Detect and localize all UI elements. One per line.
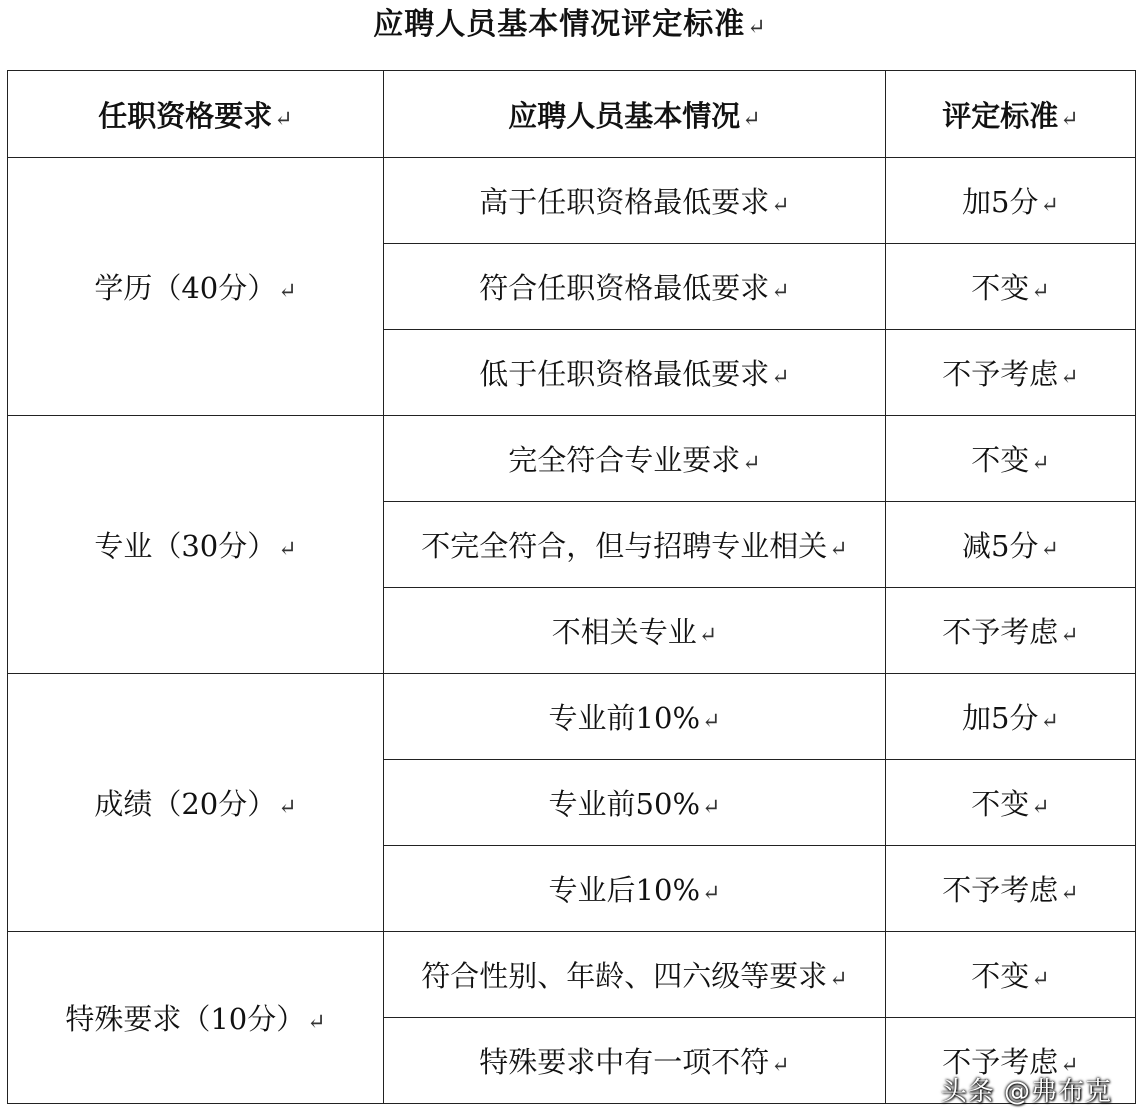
paragraph-mark-icon: ↵ [702, 709, 721, 734]
paragraph-mark-icon: ↵ [1031, 967, 1050, 992]
situation-cell: 专业前50%↵ [384, 760, 886, 846]
standard-cell: 减5分↵ [886, 502, 1136, 588]
paragraph-mark-icon: ↵ [1040, 709, 1059, 734]
paragraph-mark-icon: ↵ [1031, 279, 1050, 304]
table-row [8, 674, 1136, 760]
paragraph-mark-icon: ↵ [771, 279, 790, 304]
paragraph-mark-icon: ↵ [771, 365, 790, 390]
standard-cell: 加5分↵ [886, 674, 1136, 760]
situation-cell: 专业后10%↵ [384, 846, 886, 932]
standard-cell: 不变↵ [886, 416, 1136, 502]
paragraph-mark-icon: ↵ [1060, 365, 1079, 390]
document-title [0, 0, 1140, 50]
paragraph-mark-icon: ↵ [274, 106, 293, 132]
paragraph-mark-icon: ↵ [771, 1053, 790, 1078]
standard-cell: 不予考虑↵ [886, 330, 1136, 416]
paragraph-mark-icon: ↵ [747, 15, 767, 40]
paragraph-mark-icon: ↵ [1060, 623, 1079, 648]
paragraph-mark-icon: ↵ [702, 881, 721, 906]
standard-cell: 不变↵ [886, 932, 1136, 1018]
paragraph-mark-icon: ↵ [742, 451, 761, 476]
paragraph-mark-icon: ↵ [1031, 451, 1050, 476]
table-row [8, 932, 1136, 1018]
paragraph-mark-icon: ↵ [702, 795, 721, 820]
situation-cell: 特殊要求中有一项不符↵ [384, 1018, 886, 1104]
situation-cell: 高于任职资格最低要求↵ [384, 158, 886, 244]
title-text: 应聘人员基本情况评定标准 [373, 7, 746, 42]
requirement-cell: 专业（30分）↵ [8, 416, 384, 674]
requirement-cell: 特殊要求（10分）↵ [8, 932, 384, 1104]
situation-cell: 专业前10%↵ [384, 674, 886, 760]
paragraph-mark-icon: ↵ [742, 106, 761, 132]
header-standard: 评定标准↵ [886, 71, 1136, 158]
paragraph-mark-icon: ↵ [1060, 106, 1079, 132]
situation-cell: 不完全符合，但与招聘专业相关↵ [384, 502, 886, 588]
watermark: 头条 @弗布克 [940, 1077, 1112, 1107]
paragraph-mark-icon: ↵ [1031, 795, 1050, 820]
paragraph-mark-icon: ↵ [278, 279, 297, 304]
paragraph-mark-icon: ↵ [1040, 537, 1059, 562]
table-header-row [8, 71, 1136, 158]
paragraph-mark-icon: ↵ [278, 537, 297, 562]
paragraph-mark-icon: ↵ [1060, 1053, 1079, 1078]
standard-cell: 加5分↵ [886, 158, 1136, 244]
situation-cell: 低于任职资格最低要求↵ [384, 330, 886, 416]
paragraph-mark-icon: ↵ [829, 537, 848, 562]
evaluation-table [7, 70, 1136, 1104]
situation-cell: 完全符合专业要求↵ [384, 416, 886, 502]
header-situation: 应聘人员基本情况↵ [384, 71, 886, 158]
situation-cell: 符合性别、年龄、四六级等要求↵ [384, 932, 886, 1018]
table-row [8, 416, 1136, 502]
standard-cell: 不予考虑↵ [886, 846, 1136, 932]
requirement-cell: 学历（40分）↵ [8, 158, 384, 416]
standard-cell: 不予考虑↵ [886, 588, 1136, 674]
standard-cell: 不予考虑↵ [886, 1018, 1136, 1104]
paragraph-mark-icon: ↵ [1040, 193, 1059, 218]
table-row [8, 158, 1136, 244]
standard-cell: 不变↵ [886, 244, 1136, 330]
paragraph-mark-icon: ↵ [278, 795, 297, 820]
paragraph-mark-icon: ↵ [698, 623, 718, 648]
paragraph-mark-icon: ↵ [307, 1010, 326, 1035]
situation-cell: 不相关专业↵ [384, 588, 886, 674]
requirement-cell: 成绩（20分）↵ [8, 674, 384, 932]
header-requirement: 任职资格要求↵ [8, 71, 384, 158]
paragraph-mark-icon: ↵ [771, 193, 790, 218]
situation-cell: 符合任职资格最低要求↵ [384, 244, 886, 330]
standard-cell: 不变↵ [886, 760, 1136, 846]
paragraph-mark-icon: ↵ [1060, 881, 1079, 906]
paragraph-mark-icon: ↵ [829, 967, 848, 992]
